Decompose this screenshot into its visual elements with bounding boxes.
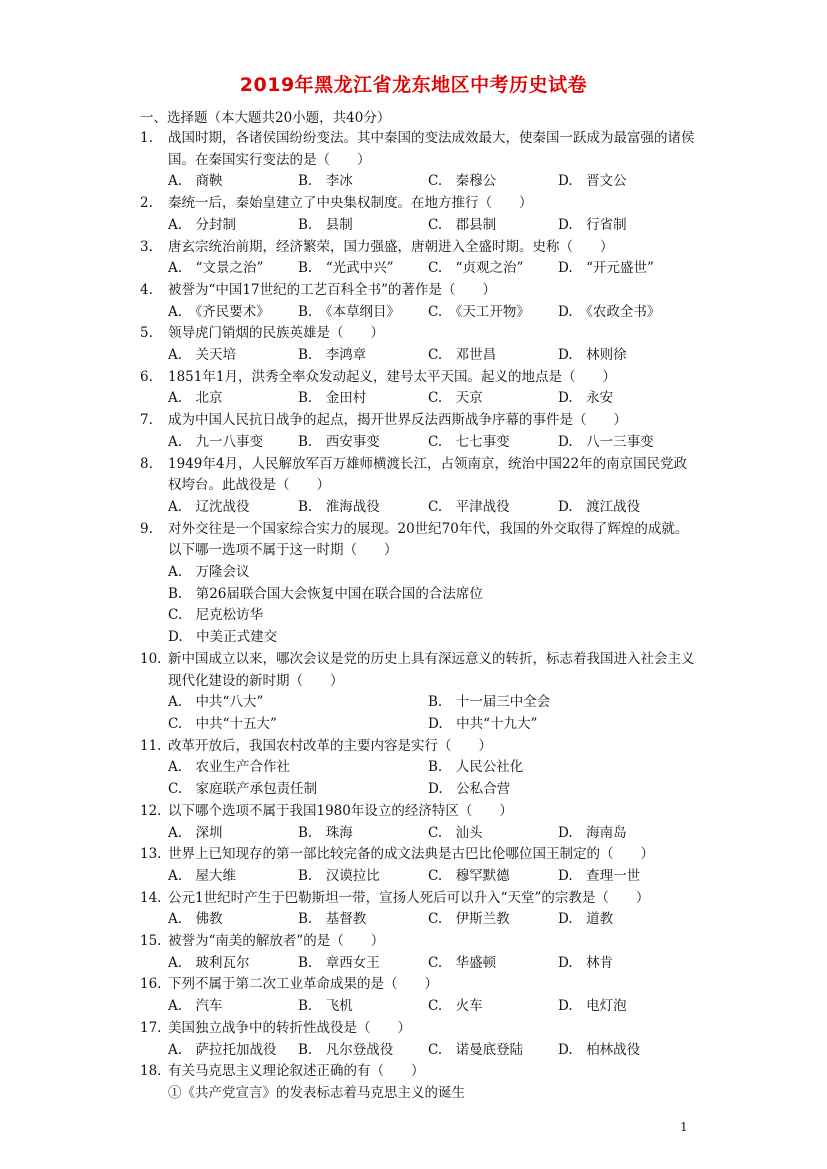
question-text: 秦统一后，秦始皇建立了中央集权制度。在地方推行（ ） — [168, 195, 533, 212]
option-a: A. 汽车 — [168, 998, 223, 1015]
option-row — [140, 953, 700, 975]
option-d: D. “开元盛世” — [558, 260, 654, 277]
option-c: C. 穆罕默德 — [428, 867, 510, 884]
option-b: B. 人民公社化 — [428, 759, 524, 776]
question-text: 新中国成立以来，哪次会议是党的历史上具有深远意义的转折，标志着我国进入社会主义现代化建设的新时期（ ） — [168, 650, 695, 689]
option-c: C. 家庭联产承包责任制 — [168, 781, 318, 798]
option-b: B. 第26届联合国大会恢复中国在联合国的合法席位 — [168, 585, 483, 602]
option-a: A. 《齐民要术》 — [168, 303, 270, 320]
question-stem — [140, 237, 700, 259]
option-a: A. 玻利瓦尔 — [168, 954, 250, 971]
question-text: 以下哪个选项不属于我国1980年设立的经济特区（ ） — [168, 802, 513, 819]
option-d: D. 中美正式建交 — [168, 629, 278, 646]
question-stem — [140, 931, 700, 953]
option-c: C. 邓世昌 — [428, 347, 497, 364]
option-row — [140, 909, 700, 931]
question-8 — [140, 454, 700, 519]
option-row — [140, 171, 700, 193]
option-row — [140, 996, 700, 1018]
question-stem — [140, 280, 700, 302]
question-5 — [140, 323, 700, 366]
option-c: C. 郡县制 — [428, 216, 497, 233]
option-row — [140, 345, 700, 367]
exam-title: 2019年黑龙江省龙东地区中考历史试卷 — [239, 74, 588, 96]
option-d: D. 电灯泡 — [558, 998, 627, 1015]
option-row — [140, 1040, 700, 1062]
option-a: A. 佛教 — [168, 911, 223, 928]
option-row — [140, 302, 700, 324]
question-text: 改革开放后，我国农村改革的主要内容是实行（ ） — [168, 737, 492, 754]
question-number: 1. — [140, 130, 153, 146]
option-b: B. 县制 — [298, 216, 353, 233]
option-d: D. 查理一世 — [558, 867, 641, 884]
option-b: B. 飞机 — [298, 998, 353, 1015]
option-b: B. 珠海 — [298, 824, 353, 841]
question-16 — [140, 974, 700, 1017]
question-14 — [140, 888, 700, 931]
question-11 — [140, 736, 700, 801]
question-stem — [140, 367, 700, 389]
question-number: 9. — [140, 520, 153, 537]
option-d: D. 渡江战役 — [558, 498, 641, 515]
question-number: 8. — [140, 455, 153, 472]
question-9 — [140, 519, 700, 649]
question-text: 唐玄宗统治前期，经济繁荣，国力强盛，唐朝进入全盛时期。史称（ ） — [168, 238, 614, 255]
option-row — [140, 258, 700, 280]
option-row — [140, 432, 700, 454]
option-c: C. 中共“十五大” — [168, 715, 277, 732]
option-d: D. 八一三事变 — [558, 433, 654, 450]
option-b: B. “光武中兴” — [298, 260, 394, 277]
option-c: C. 七七事变 — [428, 433, 510, 450]
option-row — [140, 866, 700, 888]
question-number: 17. — [140, 1019, 162, 1036]
question-stem — [140, 974, 700, 996]
option-b: B. 《本草纲目》 — [298, 303, 400, 320]
option-b: B. 基督教 — [298, 911, 367, 928]
question-stem — [140, 736, 700, 758]
page-number: 1 — [680, 1120, 688, 1134]
question-number: 14. — [140, 889, 162, 906]
option-a: A. 九一八事变 — [168, 433, 264, 450]
question-stem — [140, 519, 700, 562]
question-6 — [140, 367, 700, 410]
question-text: 世界上已知现存的第一部比较完备的成文法典是古巴比伦哪位国王制定的（ ） — [168, 846, 654, 863]
option-d: D. 公私合营 — [428, 781, 511, 798]
question-number: 5. — [140, 325, 153, 342]
question-text: 成为中国人民抗日战争的起点，揭开世界反法西斯战争序幕的事件是（ ） — [168, 412, 627, 429]
question-text: 1851年1月，洪秀全率众发动起义，建号太平天国。起义的地点是（ ） — [168, 368, 616, 385]
option-b: B. 李鸿章 — [298, 347, 367, 364]
question-10 — [140, 649, 700, 736]
option-row — [140, 823, 700, 845]
question-text: 领导虎门销烟的民族英雄是（ ） — [168, 325, 384, 342]
statement-item: ①《共产党宣言》的发表标志着马克思主义的诞生 — [168, 1084, 465, 1101]
option-d: D. 永安 — [558, 390, 614, 407]
option-d: D. 中共“十九大” — [428, 715, 538, 732]
option-c: C. 华盛顿 — [428, 954, 497, 971]
question-number: 11. — [140, 737, 162, 754]
question-number: 6. — [140, 368, 153, 385]
option-c: C. 伊斯兰教 — [428, 911, 510, 928]
question-2 — [140, 193, 700, 236]
question-13 — [140, 844, 700, 887]
option-a: A. 商鞅 — [168, 173, 223, 190]
question-stem — [140, 193, 700, 215]
question-number: 4. — [140, 281, 153, 298]
option-a: A. 分封制 — [168, 216, 237, 233]
option-b: B. 西安事变 — [298, 433, 380, 450]
question-text: 1949年4月，人民解放军百万雄师横渡长江，占领南京，统治中国22年的南京国民党政权垮台。此战役是（ ） — [168, 455, 688, 494]
question-text: 下列不属于第二次工业革命成果的是（ ） — [168, 976, 438, 993]
question-text: 战国时期，各诸侯国纷纷变法。其中秦国的变法成效最大，使秦国一跃成为最富强的诸侯国。在秦国实行变法的是（ ） — [168, 130, 695, 168]
question-list — [140, 128, 700, 1105]
option-row — [140, 779, 700, 801]
option-c: C. 汕头 — [428, 824, 483, 841]
question-number: 18. — [140, 1063, 162, 1080]
option-b: B. 淮海战役 — [298, 498, 380, 515]
question-stem — [140, 1061, 700, 1083]
question-15 — [140, 931, 700, 974]
option-b: B. 李冰 — [298, 173, 353, 190]
question-text: 公元1世纪时产生于巴勒斯坦一带，宣扬人死后可以升入“天堂”的宗教是（ ） — [168, 889, 650, 906]
option-row — [140, 757, 700, 779]
option-a: A. 万隆会议 — [168, 564, 250, 581]
option-row — [140, 714, 700, 736]
option-c: C. 平津战役 — [428, 498, 510, 515]
option-d: D. 行省制 — [558, 216, 627, 233]
question-number: 12. — [140, 802, 162, 819]
option-a: A. 萨拉托加战役 — [168, 1041, 277, 1058]
option-b: B. 章西女王 — [298, 954, 380, 971]
question-number: 7. — [140, 412, 153, 429]
question-stem — [140, 128, 700, 171]
question-stem — [140, 801, 700, 823]
option-b: B. 凡尔登战役 — [298, 1041, 394, 1058]
question-18 — [140, 1061, 700, 1104]
option-a: A. 关天培 — [168, 347, 237, 364]
option-a: A. “文景之治” — [168, 260, 264, 277]
option-b: B. 汉谟拉比 — [298, 867, 380, 884]
option-b: B. 金田村 — [298, 390, 367, 407]
question-stem — [140, 1018, 700, 1040]
question-number: 16. — [140, 976, 162, 993]
option-d: D. 海南岛 — [558, 824, 627, 841]
option-d: D. 《农政全书》 — [558, 303, 661, 320]
question-number: 15. — [140, 933, 162, 950]
question-text: 被誉为“南美的解放者”的是（ ） — [168, 933, 385, 950]
option-d: D. 晋文公 — [558, 173, 627, 190]
question-text: 美国独立战争中的转折性战役是（ ） — [168, 1019, 411, 1036]
question-stem — [140, 454, 700, 497]
question-text: 对外交往是一个国家综合实力的展现。20世纪70年代，我国的外交取得了辉煌的成就。以下哪一选项不属于这一时期（ ） — [168, 520, 689, 559]
question-number: 13. — [140, 846, 162, 863]
question-stem — [140, 649, 700, 692]
option-row — [140, 497, 700, 519]
option-d: D. 林肯 — [558, 954, 614, 971]
option-b: B. 十一届三中全会 — [428, 694, 551, 711]
option-d: D. 道教 — [558, 911, 614, 928]
option-d: D. 林则徐 — [558, 347, 627, 364]
section-heading: 一、选择题（本大题共20小题，共40分） — [140, 110, 391, 126]
option-c: C. 天京 — [428, 390, 483, 407]
option-c: C. 诺曼底登陆 — [428, 1041, 524, 1058]
option-a: A. 深圳 — [168, 824, 223, 841]
option-a: A. 中共“八大” — [168, 694, 264, 711]
question-number: 10. — [140, 650, 162, 667]
question-stem — [140, 323, 700, 345]
question-7 — [140, 410, 700, 453]
option-c: C. 秦穆公 — [428, 173, 497, 190]
question-text: 被誉为“中国17世纪的工艺百科全书”的著作是（ ） — [168, 281, 496, 298]
option-c: C. “贞观之治” — [428, 260, 524, 277]
question-text: 有关马克思主义理论叙述正确的有（ ） — [168, 1063, 425, 1080]
question-stem — [140, 844, 700, 866]
option-row — [140, 215, 700, 237]
question-12 — [140, 801, 700, 844]
option-d: D. 柏林战役 — [558, 1041, 641, 1058]
option-row — [140, 692, 700, 714]
option-a: A. 北京 — [168, 390, 223, 407]
question-1 — [140, 128, 700, 193]
question-3 — [140, 237, 700, 280]
question-stem — [140, 888, 700, 910]
question-number: 3. — [140, 238, 153, 255]
option-a: A. 屋大维 — [168, 867, 237, 884]
question-stem — [140, 410, 700, 432]
option-c: C. 尼克松访华 — [168, 607, 264, 624]
option-row — [140, 388, 700, 410]
question-17 — [140, 1018, 700, 1061]
option-a: A. 农业生产合作社 — [168, 759, 291, 776]
question-4 — [140, 280, 700, 323]
option-c: C. 火车 — [428, 998, 483, 1015]
option-a: A. 辽沈战役 — [168, 498, 250, 515]
question-number: 2. — [140, 195, 153, 212]
option-c: C. 《天工开物》 — [428, 303, 530, 320]
